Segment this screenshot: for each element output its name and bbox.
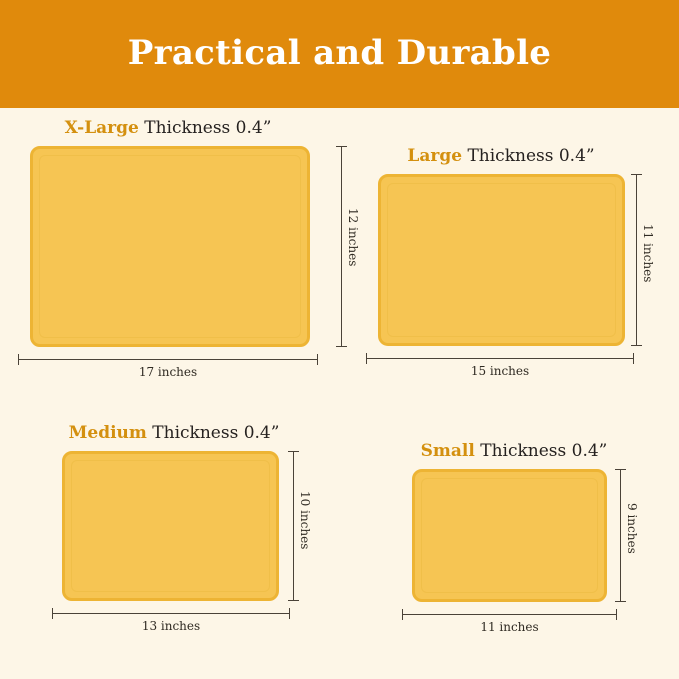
thickness-label: Thickness 0.4” [480,441,608,461]
height-dimension-label: 11 inches [641,224,655,283]
height-dimension-label: 10 inches [298,491,312,550]
size-card-x-large [18,118,360,398]
mat-shape [30,146,310,347]
width-dimension-line [18,359,318,360]
width-dimension-label: 15 inches [470,364,530,378]
thickness-label: Thickness 0.4” [144,118,272,138]
mat-shape [62,451,279,601]
size-chart-grid [0,108,679,679]
mat-shape [378,174,625,346]
mat-inner-edge [421,478,598,593]
size-name: X-Large [64,118,139,138]
mat-illustration-area [356,174,666,386]
size-card-large [356,146,666,398]
width-dimension-line [52,613,290,614]
thickness-label: Thickness 0.4” [152,423,280,443]
size-card-label [40,423,308,443]
mat-illustration-area [40,451,330,651]
size-name: Small [420,441,475,461]
size-card-label [356,146,646,166]
height-dimension-line [341,146,342,347]
width-dimension-label: 17 inches [138,365,198,379]
mat-inner-edge [387,183,616,337]
mat-shape [412,469,607,602]
height-dimension-line [620,469,621,602]
mat-illustration-area [390,469,660,651]
width-dimension-label: 11 inches [480,620,539,634]
width-dimension-label: 13 inches [141,619,201,633]
size-card-medium [40,423,330,663]
height-dimension-line [293,451,294,601]
mat-inner-edge [39,155,301,338]
size-card-label [390,441,638,461]
height-dimension-label: 9 inches [625,503,639,554]
header-banner [0,0,679,108]
width-dimension-line [366,358,634,359]
height-dimension-label: 12 inches [346,208,360,267]
size-name: Medium [68,423,147,443]
width-dimension-line [402,614,617,615]
size-name: Large [407,146,463,166]
mat-illustration-area [18,146,360,386]
page-title: Practical and Durable [127,33,552,74]
mat-inner-edge [71,460,270,592]
thickness-label: Thickness 0.4” [467,146,595,166]
height-dimension-line [636,174,637,346]
size-card-small [390,441,660,663]
size-card-label [18,118,318,138]
